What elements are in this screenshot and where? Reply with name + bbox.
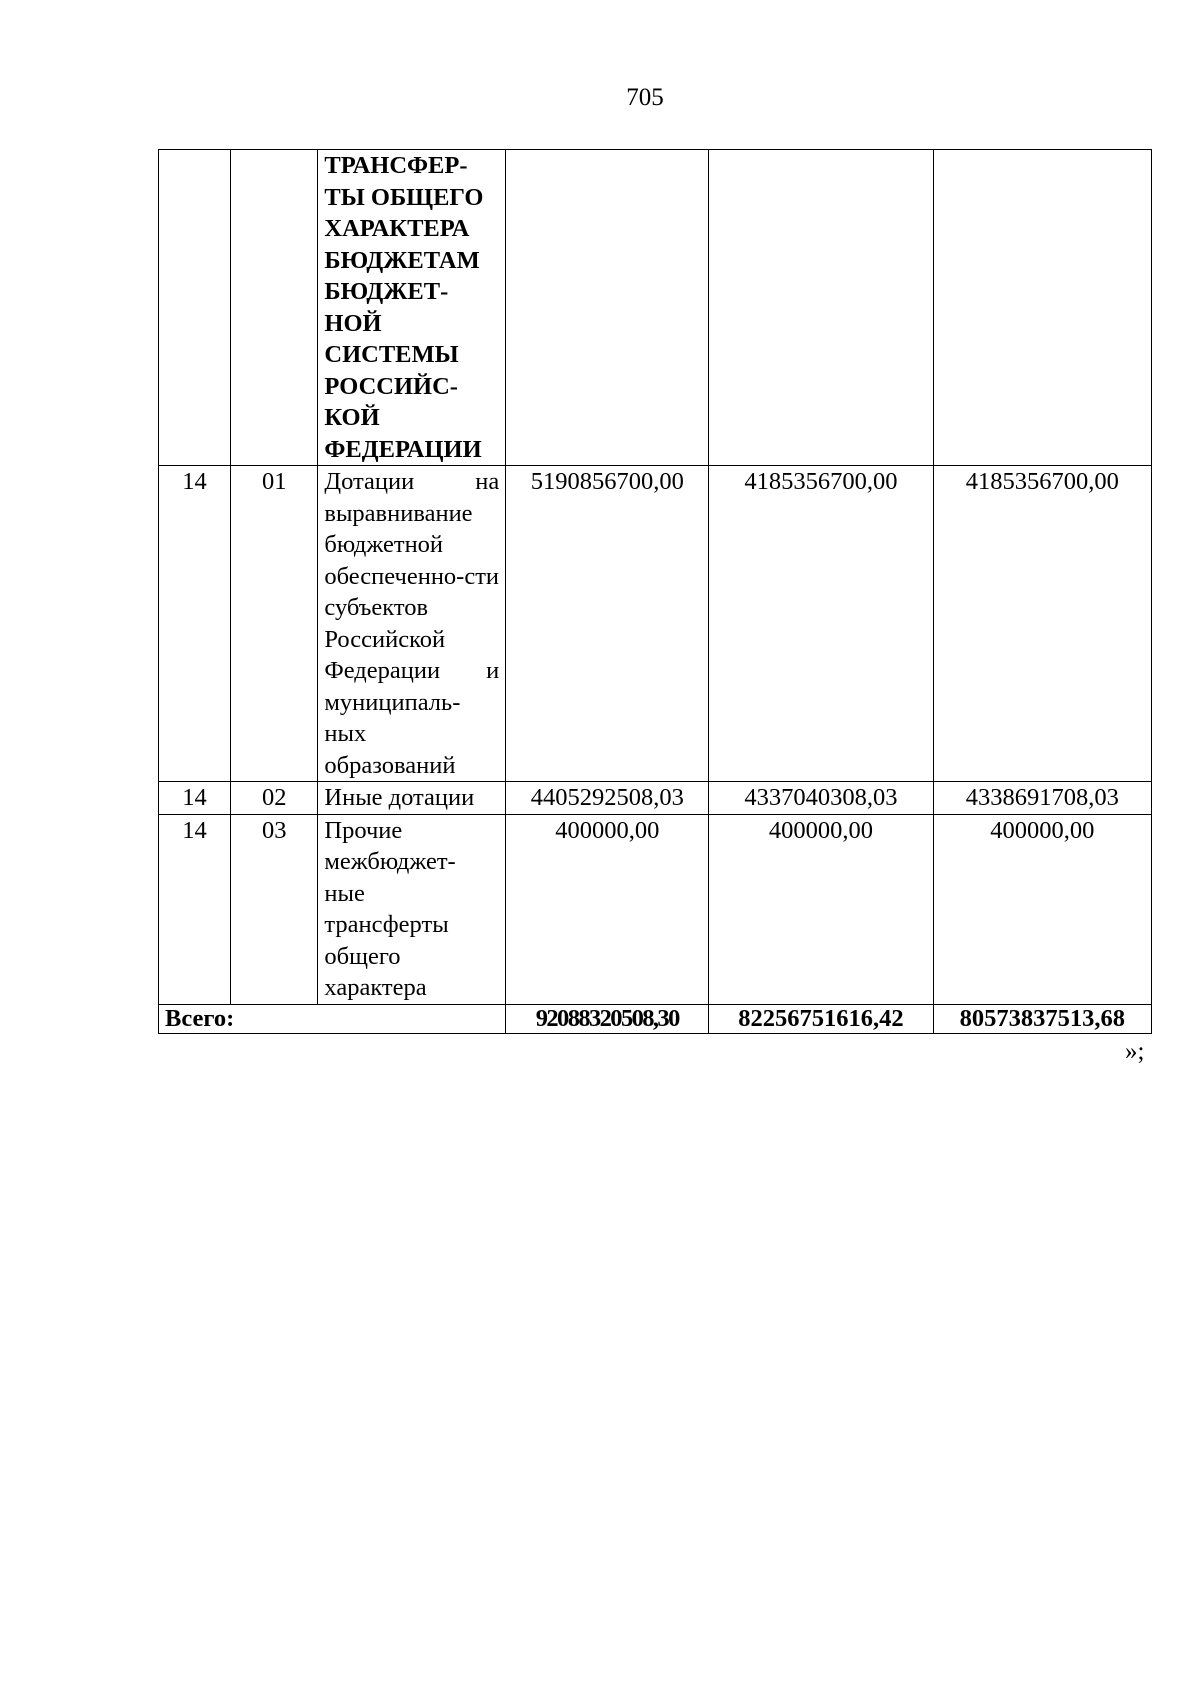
section-title-line: ТРАНСФЕР- [324, 152, 468, 179]
section-title-line: РОССИЙС- [324, 372, 458, 400]
section-title-line: КОЙ [324, 404, 380, 431]
section-title-line: НОЙ [324, 309, 382, 337]
cell-year1 [506, 150, 709, 466]
cell-year3 [933, 150, 1151, 466]
section-title [318, 150, 506, 466]
cell-name [318, 814, 506, 1004]
cell-year2: 4337040308,03 [709, 782, 933, 815]
cell-year2 [709, 150, 933, 466]
cell-year2: 4185356700,00 [709, 466, 933, 782]
budget-table [158, 149, 1152, 1034]
section-title-line: СИСТЕМЫ [324, 341, 459, 368]
cell-name-line: общего [324, 942, 401, 970]
cell-name-line: трансферты [324, 911, 449, 938]
cell-podrazdel: 01 [231, 466, 318, 782]
cell-year3: 400000,00 [933, 814, 1151, 1004]
cell-year1: 5190856700,00 [506, 466, 709, 782]
total-year1: 92088320508,30 [506, 1004, 709, 1033]
section-title-line: ФЕДЕРАЦИИ [324, 435, 482, 463]
section-title-line: БЮДЖЕТАМ [324, 246, 480, 274]
cell-razdel: 14 [159, 782, 231, 815]
cell-podrazdel [231, 150, 318, 466]
total-label: Всего: [159, 1004, 506, 1033]
table-row [159, 466, 1152, 782]
cell-name: Иные дотации [318, 782, 506, 815]
cell-year3: 4185356700,00 [933, 466, 1151, 782]
cell-name-line: характера [324, 974, 427, 1001]
cell-year2: 400000,00 [709, 814, 933, 1004]
total-year2: 82256751616,42 [709, 1004, 933, 1033]
cell-name: Дотации на выравнивание бюджетной обеспеченно-сти субъектов Российской Федерации и муниципаль-ных образований [318, 466, 506, 782]
section-title-line: ХАРАКТЕРА [324, 215, 470, 242]
table-row-section-header [159, 150, 1152, 466]
cell-podrazdel: 02 [231, 782, 318, 815]
page-number: 705 [626, 84, 664, 111]
section-title-line: БЮДЖЕТ- [324, 278, 449, 305]
cell-razdel: 14 [159, 466, 231, 782]
closing-quote: »; [1125, 1038, 1145, 1065]
total-year3: 80573837513,68 [933, 1004, 1151, 1033]
cell-podrazdel: 03 [231, 814, 318, 1004]
cell-razdel: 14 [159, 814, 231, 1004]
cell-razdel [159, 150, 231, 466]
table-row [159, 814, 1152, 1004]
cell-year3: 4338691708,03 [933, 782, 1151, 815]
table-row [159, 782, 1152, 815]
table-row-total [159, 1004, 1152, 1033]
cell-name-line: Прочие [324, 816, 403, 844]
cell-year1: 4405292508,03 [506, 782, 709, 815]
cell-name-line: межбюджет- [324, 848, 456, 875]
section-title-line: ТЫ ОБЩЕГО [324, 183, 484, 211]
cell-year1: 400000,00 [506, 814, 709, 1004]
cell-name-line: ные [324, 879, 365, 907]
